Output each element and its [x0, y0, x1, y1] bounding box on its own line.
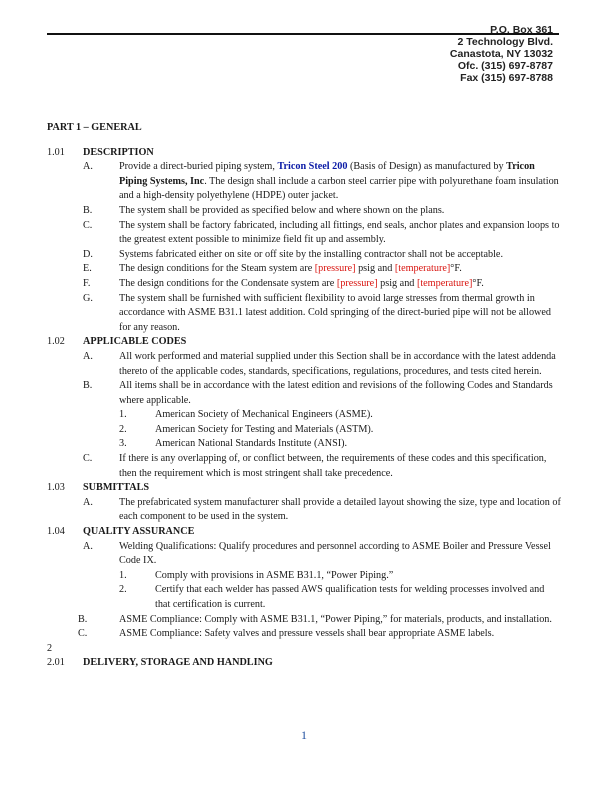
- item-letter: F.: [83, 277, 91, 289]
- item-text: ASME Compliance: Comply with ASME B31.1, “Power Piping,” for materials, products, and installation.: [119, 613, 552, 625]
- item-text: All items shall be in accordance with the latest edition and revisions of the following Codes and Standards where applicable.: [119, 380, 553, 406]
- section-number: 2.01: [47, 657, 65, 669]
- sub-item: [47, 408, 562, 423]
- item-text: ASME Compliance: Safety valves and pressure vessels shall bear appropriate ASME labels.: [119, 628, 495, 640]
- list-item: [47, 379, 562, 408]
- address-line: 2 Technology Blvd.: [457, 36, 553, 48]
- sub-item-number: 1.: [119, 409, 127, 421]
- text-run: °F.: [450, 263, 462, 275]
- item-letter: B.: [83, 380, 93, 392]
- sub-item-text: Comply with provisions in ASME B31.1, “Power Piping.”: [155, 569, 394, 581]
- section-number: 1.04: [47, 526, 65, 538]
- item-letter: A.: [83, 350, 93, 362]
- list-item: [47, 248, 562, 263]
- sub-item-text: Certify that each welder has passed AWS qualification tests for welding processes involved and that certification is current.: [155, 584, 545, 610]
- item-letter: A.: [83, 496, 93, 508]
- text-run: The design conditions for the Condensate system are: [119, 277, 337, 289]
- section-title: DESCRIPTION: [83, 146, 154, 158]
- item-text: The system shall be furnished with sufficient flexibility to avoid large stresses from thermal growth in accordance with ASME B31.1 latest addition. Cold springing of the direct-buried pipe will not be allowed for any reason.: [119, 292, 552, 333]
- sub-item: [47, 583, 562, 612]
- item-letter: E.: [83, 263, 92, 275]
- sub-item-text: American Society of Mechanical Engineers (ASME).: [155, 409, 373, 421]
- item-letter: C.: [78, 628, 88, 640]
- address-line: Canastota, NY 13032: [449, 48, 553, 60]
- item-text: If there is any overlapping of, or conflict between, the requirements of these codes and this specification, then the requirement which is most stringent shall take precedence.: [119, 453, 547, 479]
- list-item: [47, 262, 562, 277]
- item-letter: B.: [83, 204, 93, 216]
- item-letter: B.: [78, 613, 88, 625]
- company-address: [450, 24, 553, 84]
- list-item: [47, 452, 562, 481]
- page-number: 1: [301, 728, 307, 742]
- item-letter: A.: [83, 540, 93, 552]
- temperature-placeholder: [temperature]: [416, 277, 473, 289]
- section-heading: [47, 146, 562, 161]
- section-number: 1.03: [47, 482, 65, 494]
- text-run: °F.: [472, 277, 484, 289]
- section-heading: [47, 481, 562, 496]
- text-run: (Basis of Design) as manufactured by: [347, 161, 507, 173]
- sub-item-number: 3.: [119, 438, 127, 450]
- sub-item: [47, 423, 562, 438]
- list-item: [47, 204, 562, 219]
- item-text: The prefabricated system manufacturer shall provide a detailed layout showing the size, type and location of each component to be used in the system.: [119, 496, 561, 523]
- spec-document: [47, 121, 562, 671]
- list-item: [47, 219, 562, 248]
- sub-item-text: American Society for Testing and Materials (ASTM).: [155, 423, 374, 435]
- section-heading: [47, 335, 562, 350]
- sub-item: [47, 437, 562, 452]
- sub-item-number: 1.: [119, 569, 127, 581]
- section-title: QUALITY ASSURANCE: [83, 526, 195, 538]
- company-name: Tricon Piping Systems, Inc: [119, 161, 535, 187]
- part-title: PART 1 – GENERAL: [47, 122, 142, 133]
- item-letter: A.: [83, 161, 93, 173]
- text-run: The design conditions for the Steam system are: [119, 263, 315, 275]
- address-line: Fax (315) 697-8788: [460, 72, 553, 84]
- item-letter: C.: [83, 453, 93, 465]
- item-text: Systems fabricated either on site or off site by the installing contractor shall not be acceptable.: [119, 248, 503, 260]
- list-item: [47, 627, 562, 642]
- sub-item: [47, 569, 562, 584]
- item-text: [119, 277, 562, 292]
- list-item: [47, 496, 562, 525]
- item-text: All work performed and material supplied under this Section shall be in accordance with the latest addenda thereto of the applicable codes, standards, specifications, regulations, procedures, and tests cited herein.: [119, 350, 556, 377]
- list-item: [47, 292, 562, 336]
- text-run: . The design shall include a carbon steel carrier pipe with polyurethane foam insulation and a high-density polyethylene (HDPE) outer jacket.: [119, 175, 559, 202]
- text-run: psig and: [377, 277, 417, 289]
- text-run: Provide a direct-buried piping system,: [119, 161, 278, 173]
- address-line: Ofc. (315) 697-8787: [457, 60, 553, 72]
- section-heading: [47, 656, 562, 671]
- address-line: P.O. Box 361: [490, 24, 553, 36]
- list-item: [47, 540, 562, 569]
- list-item: [47, 350, 562, 379]
- product-name: Tricon Steel 200: [277, 161, 348, 173]
- section-number: 1.01: [47, 146, 65, 158]
- list-item: [47, 613, 562, 628]
- sub-item-number: 2.: [119, 423, 127, 435]
- section-title: APPLICABLE CODES: [83, 336, 187, 348]
- stray-number: 2: [47, 642, 53, 654]
- item-text: The system shall be factory fabricated, including all fittings, end seals, anchor plates and expansion loops to the greatest extent possible to minimize field fit up and assembly.: [119, 219, 560, 246]
- sub-item-number: 2.: [119, 584, 127, 596]
- text-run: psig and: [355, 263, 395, 275]
- pressure-placeholder: [pressure]: [336, 277, 378, 289]
- item-text: [119, 160, 562, 204]
- section-title: SUBMITTALS: [83, 482, 150, 494]
- item-letter: G.: [83, 292, 93, 304]
- list-item: [47, 277, 562, 292]
- section-heading: [47, 525, 562, 540]
- section-title: DELIVERY, STORAGE AND HANDLING: [83, 657, 273, 669]
- temperature-placeholder: [temperature]: [394, 263, 451, 275]
- list-item: [47, 160, 562, 204]
- sub-item-text: American National Standards Institute (ANSI).: [155, 438, 348, 450]
- section-number: 1.02: [47, 336, 65, 348]
- item-text: [119, 262, 562, 277]
- item-letter: C.: [83, 219, 93, 231]
- item-text: Welding Qualifications: Qualify procedures and personnel according to ASME Boiler and Pressure Vessel Code IX.: [119, 540, 551, 567]
- item-letter: D.: [83, 248, 93, 260]
- item-text: The system shall be provided as specified below and where shown on the plans.: [119, 204, 445, 216]
- pressure-placeholder: [pressure]: [314, 263, 356, 275]
